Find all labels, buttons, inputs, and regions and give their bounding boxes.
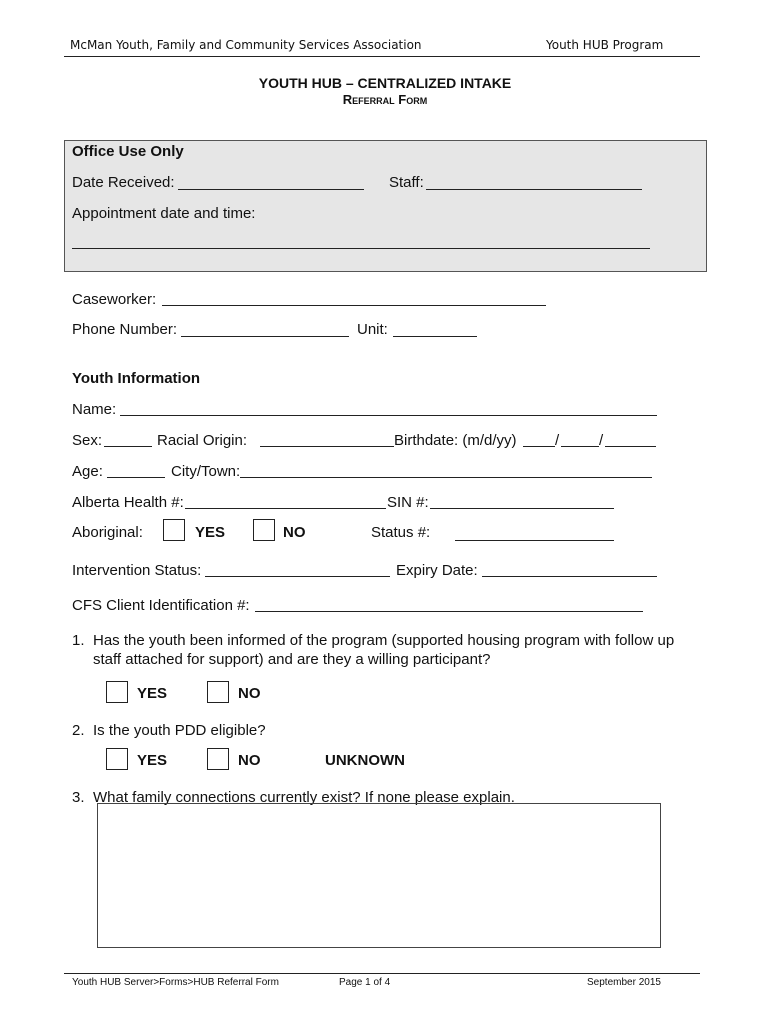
intervention-field[interactable] [205,576,390,577]
footer-rule [64,973,700,974]
q1-text-line1: Has the youth been informed of the program (supported housing program with follow up [93,632,675,649]
q1-text-line2: staff attached for support) and are they a willing participant? [93,651,491,668]
aboriginal-yes-checkbox[interactable] [163,519,185,541]
unit-field[interactable] [393,336,477,337]
q2-no-checkbox[interactable] [207,748,229,770]
aboriginal-yes-label: YES [195,524,226,541]
racial-origin-label: Racial Origin: [157,432,248,449]
intervention-label: Intervention Status: [72,562,202,579]
header-org: McMan Youth, Family and Community Services Association [70,38,422,52]
sin-field[interactable] [430,508,614,509]
staff-label: Staff: [389,174,424,191]
q2-unknown-label: UNKNOWN [325,752,405,769]
age-label: Age: [72,463,103,480]
aboriginal-no-label: NO [283,524,306,541]
office-heading: Office Use Only [72,143,184,160]
caseworker-field[interactable] [162,305,546,306]
city-label: City/Town: [171,463,241,480]
q1-number: 1. [72,632,85,649]
q2-number: 2. [72,722,85,739]
appointment-field[interactable] [72,248,650,249]
racial-origin-field[interactable] [260,446,394,447]
q1-no-label: NO [238,685,261,702]
q2-text: Is the youth PDD eligible? [93,722,266,739]
date-received-label: Date Received: [72,174,175,191]
q2-no-label: NO [238,752,261,769]
caseworker-label: Caseworker: [72,291,157,308]
birth-year-field[interactable] [605,446,656,447]
q1-yes-checkbox[interactable] [106,681,128,703]
expiry-label: Expiry Date: [396,562,478,579]
phone-label: Phone Number: [72,321,178,338]
footer-page: Page 1 of 4 [339,977,391,988]
unit-label: Unit: [357,321,388,338]
birth-day-field[interactable] [561,446,599,447]
staff-field[interactable] [426,189,642,190]
header-program: Youth HUB Program [546,38,664,52]
phone-field[interactable] [181,336,349,337]
alberta-health-label: Alberta Health #: [72,494,184,511]
birthdate-slash-1: / [555,432,560,449]
q2-yes-checkbox[interactable] [106,748,128,770]
status-field[interactable] [455,540,614,541]
q3-text: What family connections currently exist? If none please explain. [93,789,515,806]
alberta-health-field[interactable] [185,508,386,509]
sex-label: Sex: [72,432,103,449]
age-field[interactable] [107,477,165,478]
name-label: Name: [72,401,117,418]
status-label: Status #: [371,524,431,541]
cfs-label: CFS Client Identification #: [72,597,250,614]
form-title: YOUTH HUB – CENTRALIZED INTAKE [258,75,512,91]
q1-yes-label: YES [137,685,168,702]
birthdate-slash-2: / [599,432,604,449]
date-received-field[interactable] [178,189,364,190]
youth-info-heading: Youth Information [72,370,201,387]
appointment-label: Appointment date and time: [72,205,256,222]
birthdate-label: Birthdate: (m/d/yy) [394,432,517,449]
header-rule [64,56,700,57]
q2-yes-label: YES [137,752,168,769]
expiry-field[interactable] [482,576,657,577]
footer-date: September 2015 [587,977,661,988]
city-field[interactable] [240,477,652,478]
name-field[interactable] [120,415,657,416]
form-subtitle: Referral Form [342,92,428,107]
sex-field[interactable] [104,446,152,447]
q1-no-checkbox[interactable] [207,681,229,703]
aboriginal-no-checkbox[interactable] [253,519,275,541]
cfs-field[interactable] [255,611,643,612]
sin-label: SIN #: [387,494,429,511]
birth-month-field[interactable] [523,446,555,447]
q3-number: 3. [72,789,85,806]
aboriginal-label: Aboriginal: [72,524,143,541]
q3-answer-box[interactable] [97,803,661,948]
footer-path: Youth HUB Server>Forms>HUB Referral Form [72,977,279,988]
